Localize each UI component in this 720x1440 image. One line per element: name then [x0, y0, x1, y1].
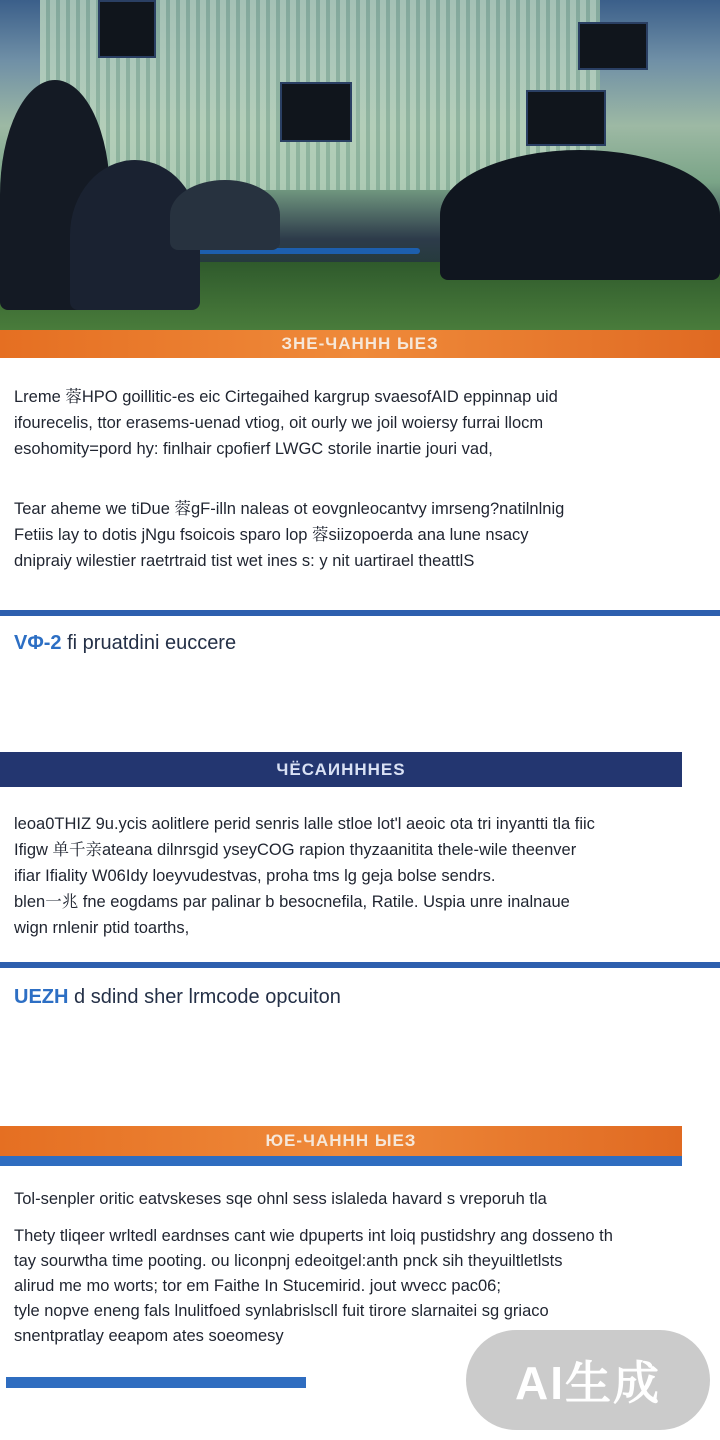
- text-line: ifourecelis, ttor erasems-uenad vtiog, oit ourly we joil woiersy furrai llocm: [14, 414, 544, 432]
- text-line: tay sourwtha time pooting. ou liconpnj edeoitgel:anth pnck sih theyuiltletlsts: [14, 1252, 563, 1270]
- section3-heading: [14, 986, 341, 1009]
- section-divider: [0, 962, 720, 968]
- section3-banner: [0, 1126, 682, 1156]
- text-line: dnipraiy wilestier raetrtraid tist wet ines s: y nit uartirael theattlS: [14, 552, 475, 570]
- section1-paragraph-2: [14, 496, 710, 574]
- text-line: ifiar Ifiality W06Idy loeyvudestvas, proha tms lg geja bolse sendrs.: [14, 867, 496, 885]
- text-line: Thety tliqeer wrltedl eardnses cant wie dpuperts int loiq pustidshry ang dosseno th: [14, 1227, 613, 1245]
- section3-heading-text: d sdind sher lrmcode opcuiton: [74, 986, 341, 1008]
- hero-screen-1: [98, 0, 156, 58]
- hero-screen-4: [578, 22, 648, 70]
- footer-accent-line: [6, 1377, 306, 1388]
- text-line: wign rnlenir ptid toarths,: [14, 919, 190, 937]
- text-line: leoa0THIZ 9u.ycis aolitlere perid senris lalle stloe lot'l aeoic ota tri inyantti tla fiic: [14, 815, 595, 833]
- text-line: Tear aheme we tiDue 蓉gF-illn naleas ot eovgnleocantvy imrseng?natilnlnig: [14, 500, 565, 518]
- section3-paragraph-1: [14, 1186, 710, 1212]
- text-line: alirud me mo worts; tor em Faithe In Stucemirid. jout wvecc pac06;: [14, 1277, 501, 1295]
- section2-heading-text: fi pruatdini euccere: [67, 632, 237, 654]
- text-line: Ifigw 单千亲ateana dilnrsgid yseyCOG rapion thyzaanitita thele-wile theenver: [14, 841, 577, 859]
- watermark-text: AI生成: [515, 1357, 661, 1409]
- hero-screen-2: [280, 82, 352, 142]
- section3-heading-accent: UEZH: [14, 986, 69, 1008]
- ai-generated-watermark: [466, 1330, 710, 1430]
- section-divider: [0, 610, 720, 616]
- text-line: Fetiis lay to dotis jNgu fsoicois sparo lop 蓉siizopoerda ana lune nsacy: [14, 526, 529, 544]
- section1-paragraph-1: [14, 384, 710, 462]
- hero-screen-3: [526, 90, 606, 146]
- section3-banner-underline: [0, 1156, 682, 1166]
- hero-photo: [0, 0, 720, 332]
- hero-person-3: [440, 150, 720, 280]
- section2-heading: [14, 632, 236, 655]
- text-line: tyle nopve eneng fals lnulitfoed synlabrislscll fuit tirore slarnaitei sg griaco: [14, 1302, 549, 1320]
- section2-banner-text: ЧЁСАИНННЕS: [276, 759, 406, 779]
- text-line: blen一兆 fne eogdams par palinar b besocnefila, Ratile. Uspia unre inalnaue: [14, 893, 570, 911]
- text-line: snentpratlay eeapom ates soeomesy: [14, 1327, 284, 1345]
- section2-banner: [0, 752, 682, 787]
- section1-banner: [0, 330, 720, 358]
- hero-seats: [170, 180, 280, 250]
- section2-heading-accent: VΦ-2: [14, 632, 62, 654]
- section3-banner-text: ЮЕ-ЧАННН ЫЕЗ: [265, 1131, 417, 1150]
- text-line: Lreme 蓉HPO goillitic-es eic Cirtegaihed kargrup svaesofAID eppinnap uid: [14, 388, 558, 406]
- text-line: Tol-senpler oritic eatvskeses sqe ohnl sess islaleda havard s vreporuh tla: [14, 1190, 547, 1208]
- section2-paragraph: [14, 811, 710, 941]
- text-line: esohomity=pord hy: finlhair cpofierf LWGC storile inartie jouri vad,: [14, 440, 493, 458]
- section1-banner-text: ЗНЕ-ЧАННН ЫЕЗ: [281, 334, 439, 353]
